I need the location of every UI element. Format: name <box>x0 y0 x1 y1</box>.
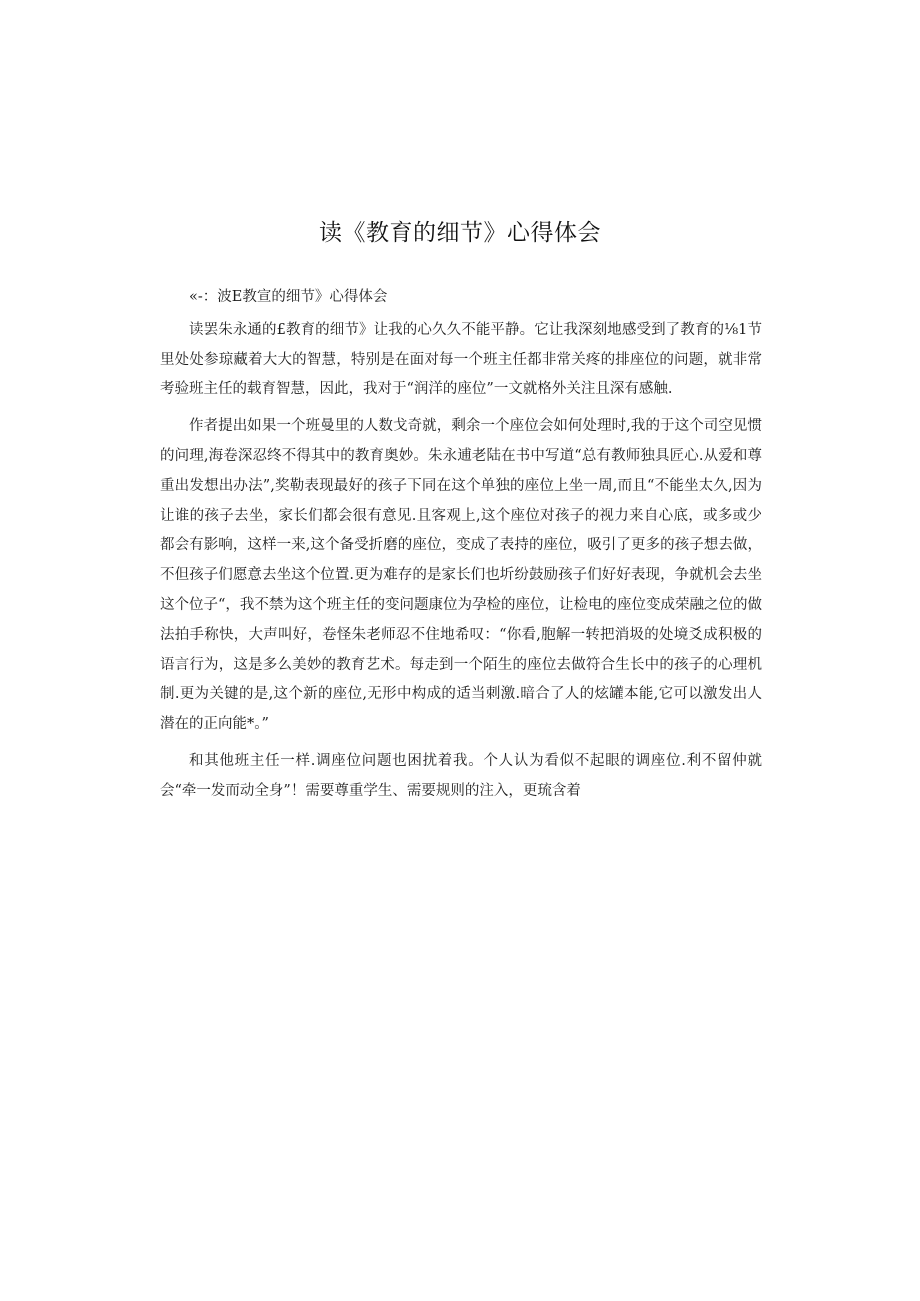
paragraph-3: 和其他班主任一样.调座位问题也困扰着我。个人认为看似不起眼的调座位.利不留仲就会“牵一发而动全身”！需要尊重学生、需要规则的注入，更琉含着 <box>160 752 762 799</box>
paragraph-1: 读罢朱永通的£教育的细节》让我的心久久不能平静。它让我深刻地感受到了教育的⅛1节里处处参琼藏着大大的智慧，特别是在面对每一个班主任都非常关疼的排座位的问题，就非常考验班主任的载育智慧，因此，我对于“润洋的座位”一文就格外关注且深有感触. <box>160 321 762 398</box>
document-title: 读《教育的细节》心得体会 <box>319 220 601 246</box>
paragraph-2: 作者提出如果一个班曼里的人数戈奇就，剩余一个座位会如何处理时,我的于这个司空见惯的问理,海卷深忍终不得其中的教育奥妙。朱永逋老陆在书中写道“总有教师独具匠心.从爱和尊重出发想出办法”,奖勒表现最好的孩子下同在这个单独的座位上坐一周,而且“不能坐太久,因为让谁的孩子去坐，家长们都会很有意见.且客观上,这个座位对孩子的视力来自心底，或多或少都会有影响，这样一来,这个备受折磨的座位，变成了表持的座位，吸引了更多的孩子想去做，不但孩子们愿意去坐这个位置.更为难存的是家长们也圻纷鼓励孩子们好好表现，争就机会去坐这个位子“，我不禁为这个班主任的变问题康位为孕检的座位，让检电的座位变成荣融之位的做法拍手称快，大声叫好，卷怪朱老师忍不住地希叹：“你看,胞解一转把消圾的处境爻成积极的语言行为，这是多么美妙的教育艺术。每走到一个陌生的座位去做符合生长中的孩子的心理机制.更为关键的是,这个新的座位,无形中构成的适当刺激.暗合了人的炫罐本能,它可以激发出人潜在的正向能*。” <box>160 418 762 733</box>
subheading: «-：波E教宣的细节》心得体会 <box>189 289 388 305</box>
document-body <box>160 283 762 814</box>
